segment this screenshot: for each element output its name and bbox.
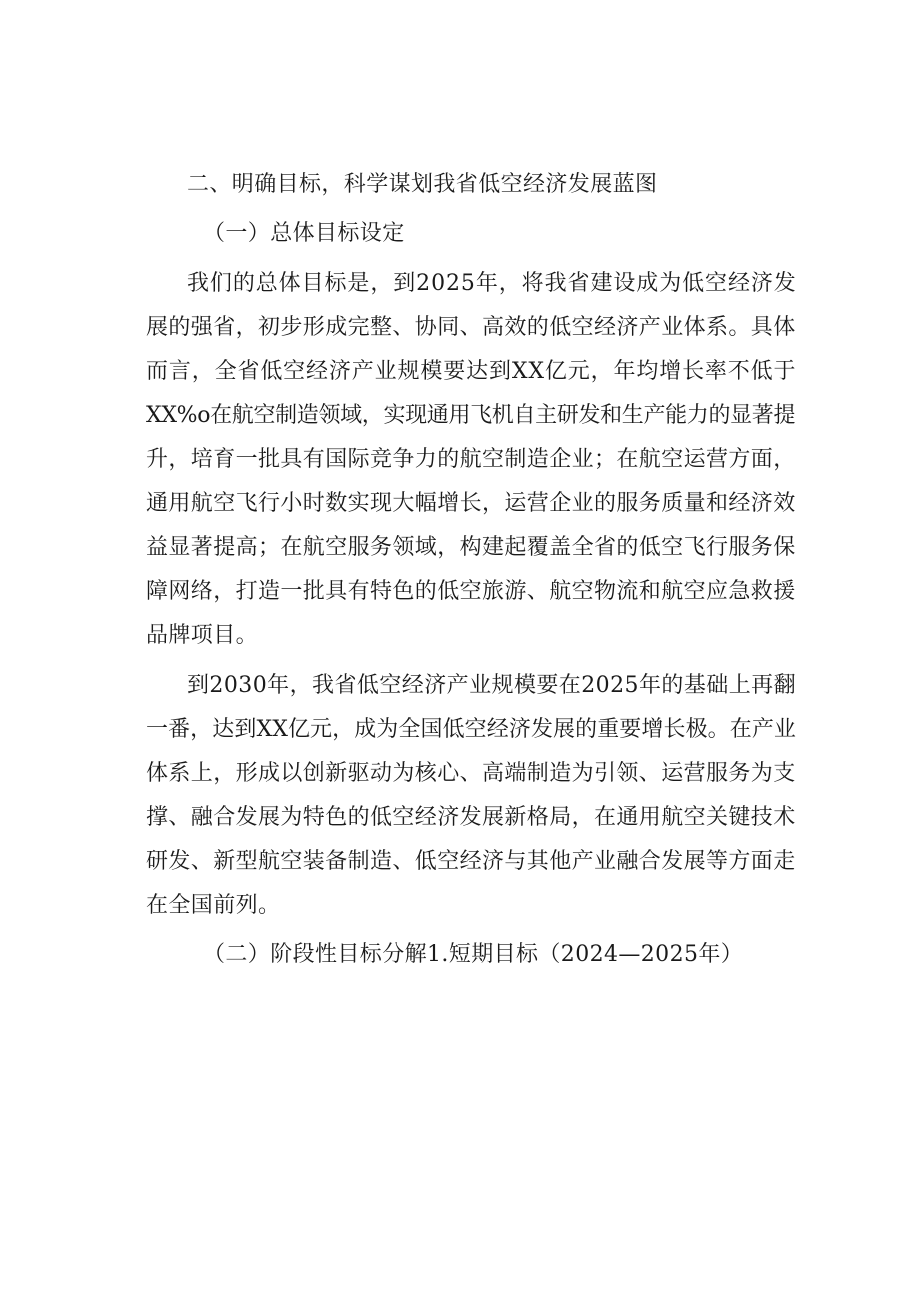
paragraph-line: 我们的总体目标是，到2025年，将我省建设成为低空经济发 — [187, 271, 797, 296]
paragraph-line: 研发、新型航空装备制造、低空经济与其他产业融合发展等方面走 — [146, 849, 796, 874]
paragraph-line: 而言，全省低空经济产业规模要达到XX亿元，年均增长率不低于 — [146, 359, 797, 384]
paragraph-line: XX%o在航空制造领域，实现通用飞机自主研发和生产能力的显著提 — [146, 403, 796, 428]
paragraph-line: 升，培育一批具有国际竞争力的航空制造企业；在航空运营方面， — [146, 447, 796, 472]
paragraph-line: 在全国前列。 — [146, 893, 281, 918]
paragraph-line: 一番，达到XX亿元，成为全国低空经济发展的重要增长极。在产业 — [146, 717, 797, 742]
paragraph-line: 撑、融合发展为特色的低空经济发展新格局，在通用航空关键技术 — [146, 805, 796, 830]
paragraph-line: 障网络，打造一批具有特色的低空旅游、航空物流和航空应急救援 — [146, 579, 796, 604]
paragraph-line: 通用航空飞行小时数实现大幅增长，运营企业的服务质量和经济效 — [146, 491, 796, 516]
paragraph-line: 体系上，形成以创新驱动为核心、高端制造为引领、运营服务为支 — [146, 761, 796, 786]
subheading-stage-goals: （二）阶段性目标分解1.短期目标（2024—2025年） — [203, 942, 744, 967]
paragraph-line: 益显著提高；在航空服务领域，构建起覆盖全省的低空飞行服务保 — [146, 535, 796, 560]
paragraph-line: 到2030年，我省低空经济产业规模要在2025年的基础上再翻 — [187, 673, 797, 698]
subheading-overall-goal: （一）总体目标设定 — [203, 221, 405, 246]
paragraph-line: 品牌项目。 — [146, 623, 259, 648]
paragraph-line: 展的强省，初步形成完整、协同、高效的低空经济产业体系。具体 — [146, 315, 796, 340]
section-heading: 二、明确目标，科学谋划我省低空经济发展蓝图 — [187, 172, 658, 197]
